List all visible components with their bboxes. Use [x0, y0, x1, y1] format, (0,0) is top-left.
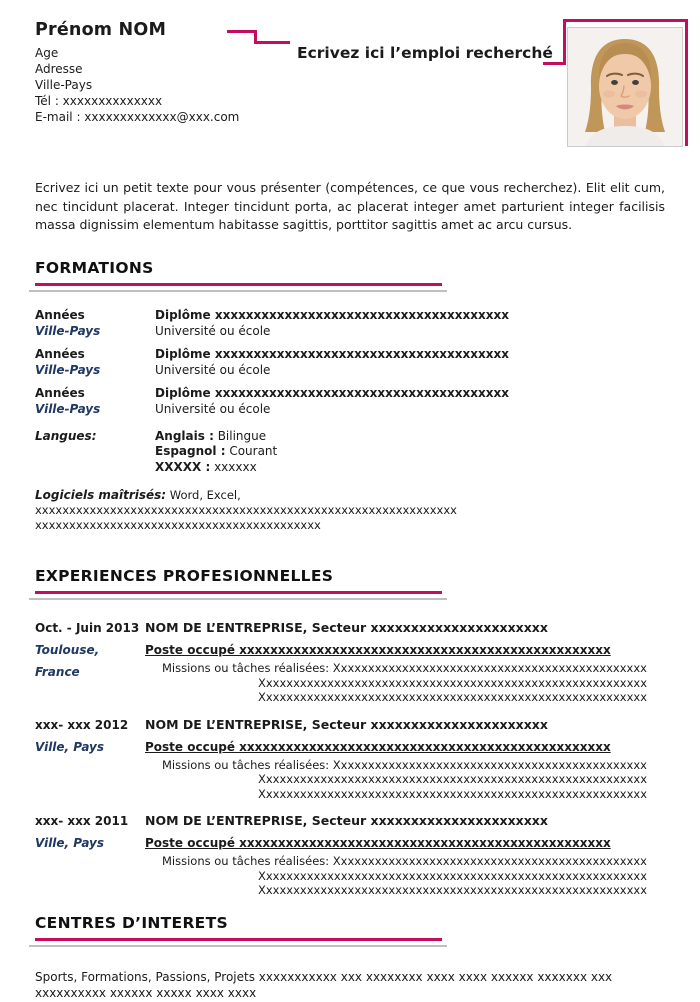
experience-entry: [35, 810, 645, 898]
experience-place: Toulouse, France: [35, 643, 100, 679]
formation-diploma: Diplôme xxxxxxxxxxxxxxxxxxxxxxxxxxxxxxxxxxxxxx: [155, 385, 509, 400]
missions-text: Xxxxxxxxxxxxxxxxxxxxxxxxxxxxxxxxxxxxxxxxxxxxxxxxxxxxxxxxx: [258, 868, 647, 883]
accent-step-line: [227, 30, 257, 33]
photo-frame-line: [685, 19, 688, 146]
software-label: Logiciels maîtrisés:: [35, 488, 167, 502]
formation-row: [35, 346, 645, 378]
candidate-name: Prénom NOM: [35, 20, 167, 40]
missions-text: Xxxxxxxxxxxxxxxxxxxxxxxxxxxxxxxxxxxxxxxxxxxxxxxxxxxxxxxxx: [258, 690, 647, 704]
missions-label: Missions ou tâches réalisées:: [162, 757, 333, 772]
formation-row: [35, 385, 645, 417]
experiences-title: EXPERIENCES PROFESIONNELLES: [35, 567, 334, 585]
shadow-rule: [29, 598, 447, 600]
language-name: XXXXX :: [155, 459, 211, 474]
experiences-list: [35, 617, 645, 898]
experience-position: Poste occupé xxxxxxxxxxxxxxxxxxxxxxxxxxxxxxxxxxxxxxxxxxxxxxxx: [145, 643, 611, 657]
language-name: Espagnol :: [155, 444, 226, 458]
section-experiences: [0, 567, 700, 898]
language-level: Courant: [225, 444, 278, 458]
shadow-rule: [29, 945, 447, 947]
accent-rule: [35, 283, 442, 286]
contact-age: Age: [35, 46, 59, 60]
intro-paragraph: Ecrivez ici un petit texte pour vous présenter (compétences, ce que vous recherchez). Elit elit cum, nec tincidunt placerat. Integer tincidunt porta, ac placerat integer amet parturient integer facilisis massa dignissim elementum habitasse sagittis, porttitor sagittis amet ac arcu cursus.: [35, 180, 665, 232]
experience-missions: [145, 758, 647, 802]
portrait-illustration: [568, 28, 682, 146]
languages-label: Langues:: [35, 428, 97, 443]
software-line: [35, 488, 645, 533]
contact-phone: Tél : xxxxxxxxxxxxxx: [35, 94, 163, 108]
missions-text: Xxxxxxxxxxxxxxxxxxxxxxxxxxxxxxxxxxxxxxxxxxxxxxxxxxxxxxxxx: [258, 786, 647, 801]
formation-place: Ville-Pays: [35, 401, 101, 416]
formation-diploma: Diplôme xxxxxxxxxxxxxxxxxxxxxxxxxxxxxxxxxxxxxx: [155, 346, 509, 361]
photo-frame-line: [563, 19, 688, 22]
experience-dates: xxx- xxx 2012: [35, 717, 129, 732]
section-interests: [0, 914, 700, 1002]
formation-school: Université ou école: [155, 401, 271, 416]
interests-text: Sports, Formations, Passions, Projets xxxxxxxxxxx xxx xxxxxxxx xxxx xxxx xxxxxx xxxxxxx xxx xxxxxxxxxx xxxxxx xxxxx xxxx xxxx: [35, 969, 613, 1000]
contact-email: E-mail : xxxxxxxxxxxxx@xxx.com: [35, 110, 240, 124]
missions-text: Xxxxxxxxxxxxxxxxxxxxxxxxxxxxxxxxxxxxxxxxxxxxxxxxxxxxxxxxx: [258, 883, 647, 897]
language-level: xxxxxx: [210, 459, 257, 474]
languages-list: [155, 429, 277, 476]
job-title: Ecrivez ici l’emploi recherché: [297, 44, 553, 62]
experience-company: NOM DE L’ENTREPRISE, Secteur xxxxxxxxxxxxxxxxxxxxxx: [145, 716, 548, 732]
missions-label: Missions ou tâches réalisées:: [162, 661, 333, 675]
formations-heading: [35, 259, 645, 292]
formation-school: Université ou école: [155, 362, 271, 377]
formation-years: Années: [35, 385, 85, 400]
language-item: [155, 444, 277, 460]
experience-entry: [35, 617, 645, 705]
language-level: Bilingue: [213, 428, 267, 443]
languages-row: [35, 429, 645, 476]
experience-company: NOM DE L’ENTREPRISE, Secteur xxxxxxxxxxxxxxxxxxxxxx: [145, 620, 548, 635]
experience-missions: [145, 854, 647, 898]
formation-place: Ville-Pays: [35, 362, 101, 377]
formation-years: Années: [35, 346, 85, 361]
contact-block: [35, 20, 239, 125]
missions-text: Xxxxxxxxxxxxxxxxxxxxxxxxxxxxxxxxxxxxxxxxxxxxxx: [332, 854, 647, 868]
missions-text: Xxxxxxxxxxxxxxxxxxxxxxxxxxxxxxxxxxxxxxxxxxxxxxxxxxxxxxxxx: [258, 772, 647, 786]
experience-position: Poste occupé xxxxxxxxxxxxxxxxxxxxxxxxxxxxxxxxxxxxxxxxxxxxxxxx: [145, 836, 611, 850]
experience-entry: [35, 714, 645, 802]
experience-position: Poste occupé xxxxxxxxxxxxxxxxxxxxxxxxxxxxxxxxxxxxxxxxxxxxxxxx: [145, 739, 611, 754]
experience-place: Ville, Pays: [35, 836, 105, 850]
profile-photo: [567, 27, 683, 147]
header: [0, 0, 700, 165]
contact-city: Ville-Pays: [35, 78, 93, 92]
language-item: [155, 429, 277, 445]
missions-label: Missions ou tâches réalisées:: [162, 854, 333, 868]
accent-step-line: [254, 41, 290, 44]
missions-text: Xxxxxxxxxxxxxxxxxxxxxxxxxxxxxxxxxxxxxxxxxxxxxx: [332, 661, 647, 675]
missions-text: Xxxxxxxxxxxxxxxxxxxxxxxxxxxxxxxxxxxxxxxxxxxxxx: [332, 757, 647, 772]
experience-company: NOM DE L’ENTREPRISE, Secteur xxxxxxxxxxxxxxxxxxxxxx: [145, 813, 548, 828]
language-name: Anglais :: [155, 428, 214, 443]
experience-dates: Oct. - Juin 2013: [35, 621, 140, 635]
contact-address: Adresse: [35, 62, 83, 76]
formations-list: [35, 307, 645, 534]
experience-missions: [145, 661, 647, 705]
experience-dates: xxx- xxx 2011: [35, 814, 129, 828]
shadow-rule: [29, 290, 447, 292]
interests-heading: [35, 914, 645, 947]
section-formations: [0, 259, 700, 534]
formation-years: Années: [35, 307, 85, 322]
missions-text: Xxxxxxxxxxxxxxxxxxxxxxxxxxxxxxxxxxxxxxxxxxxxxxxxxxxxxxxxx: [258, 675, 647, 690]
formations-title: FORMATIONS: [35, 258, 154, 277]
interests-title: CENTRES D’INTERETS: [35, 913, 228, 932]
software-text: Word, Excel, xxxxxxxxxxxxxxxxxxxxxxxxxxxxxxxxxxxxxxxxxxxxxxxxxxxxxxxxxxxxxx xxxxxxxxxxxxxxxxxxxxxxxxxxxxxxxxxxxxxxxxxx: [35, 488, 457, 532]
accent-connector-line: [563, 19, 566, 65]
experiences-heading: [35, 567, 645, 600]
accent-rule: [35, 938, 442, 941]
formation-school: Université ou école: [155, 323, 271, 338]
formation-row: [35, 307, 645, 339]
formation-diploma: Diplôme xxxxxxxxxxxxxxxxxxxxxxxxxxxxxxxxxxxxxx: [155, 307, 509, 322]
formation-place: Ville-Pays: [35, 323, 101, 338]
language-item: [155, 460, 277, 476]
experience-place: Ville, Pays: [35, 739, 105, 754]
accent-rule: [35, 591, 442, 594]
